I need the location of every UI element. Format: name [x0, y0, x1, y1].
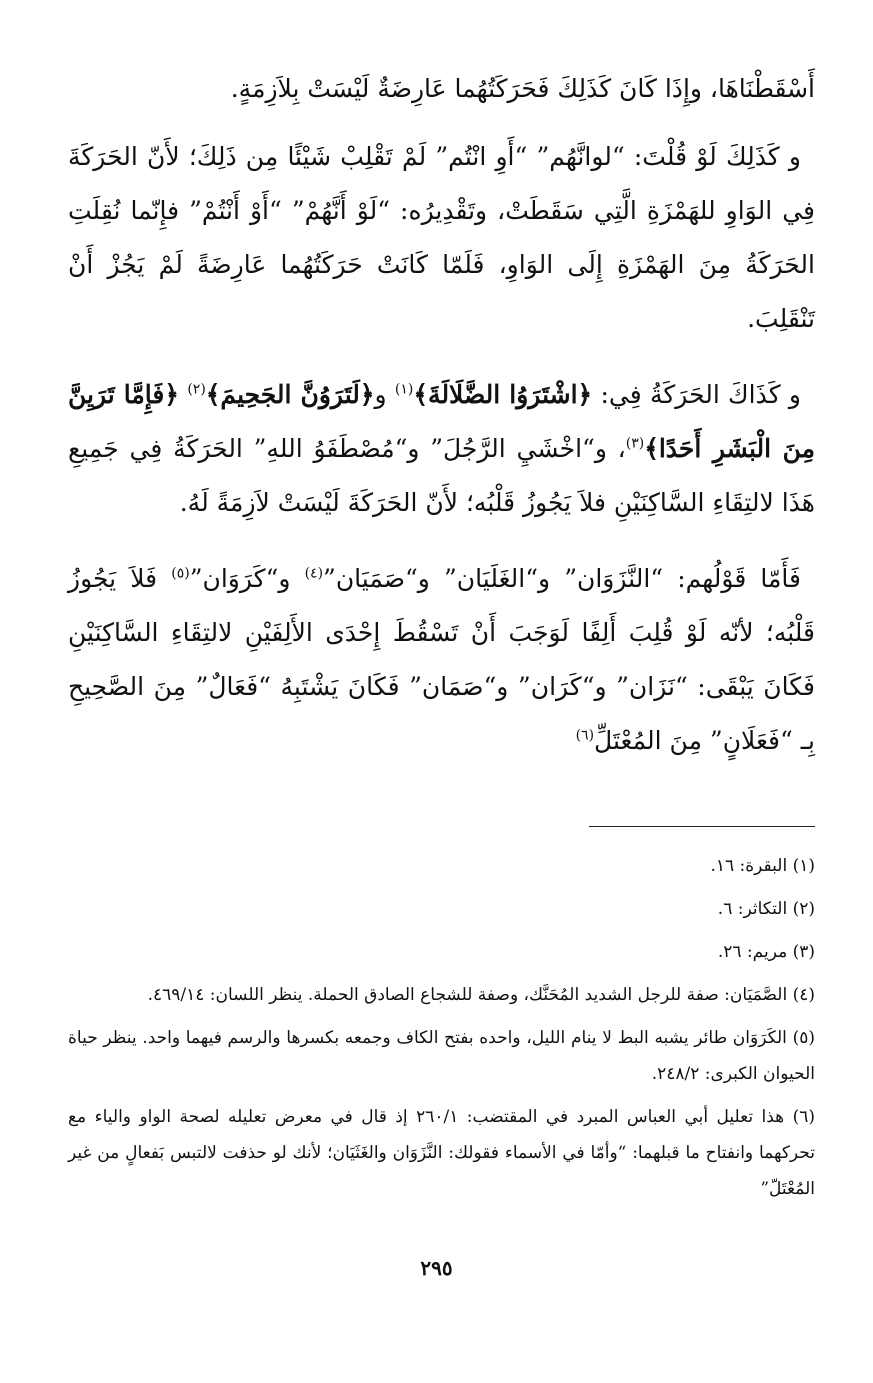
footnote-separator	[589, 826, 815, 827]
footnote-marker: (٢)	[187, 381, 206, 398]
paragraph	[68, 552, 815, 768]
footnote-marker: (٦)	[575, 727, 595, 744]
text-run: و	[374, 380, 395, 409]
paragraph	[68, 368, 815, 530]
footnote: (٢) التكاثر: ٦.	[717, 899, 815, 919]
text-run: أَسْقَطْنَاهَا، وإِذَا كَانَ كَذَلِكَ فَحَرَكَتُهُما عَارِضَةٌ لَيْسَتْ بِلاَزِمَةٍ.	[230, 74, 815, 103]
paragraph	[68, 62, 815, 116]
text-run: فَأَمّا قَوْلُهم: “النَّزَوَان” و“الغَلَيَان” و“صَمَيَان”	[323, 564, 801, 593]
page-number: ٢٩٥	[420, 1256, 453, 1280]
footnote: (٣) مريم: ٢٦.	[717, 942, 815, 962]
footnote: (١) البقرة: ١٦.	[710, 856, 815, 876]
footnote-marker: (٤)	[304, 565, 324, 582]
text-run: فَلاَ يَجُوزُ قَلْبُه؛ لأنّه لَوْ قُلِبَ أَلِفًا لَوَجَبَ أَنْ تَسْقُطَ إِحْدَى الأَلِفَيْنِ لالتِقَاءِ السَّاكِنَيْنِ فَكَانَ يَبْقَى: “نَزَان” و“كَرَان” و“صَمَان” فَكَانَ يَشْتَبِهُ “فَعَالٌ” مِنَ الصَّحِيحِ بِـ “فَعَلَانٍ” مِنَ المُعْتَلِّ	[68, 564, 815, 755]
text-run: و“كَرَوَان”	[189, 564, 305, 593]
footnote-marker: (٣)	[625, 435, 645, 452]
footnote: (٤) الصَّمَيَان: صفة للرجل الشديد المُحَنَّك، وصفة للشجاع الصادق الحملة. ينظر اللسان: ٤٦٩/١٤.	[147, 985, 815, 1005]
paragraph	[68, 130, 815, 346]
footnote-marker: (٥)	[171, 565, 190, 582]
book-page	[68, 62, 815, 1383]
text-run: و كَذَاكَ الحَرَكَةُ فِي:	[592, 380, 801, 409]
quran-verse: ﴿لَتَرَوُنَّ الجَحِيمَ﴾	[205, 380, 375, 409]
footnote: (٦) هذا تعليل أبي العباس المبرد في المقتضب: ٢٦٠/١ إذ قال في معرض تعليله لصحة الواو والياء مع تحركهما وانفتاح ما قبلهما: “وأمّا في الأسماء فقولك: النَّزَوَان والغَثَيَان؛ لأنك لو حذفت لالتبس بَفعالٍ من غير المُعْتَلّ”	[68, 1107, 815, 1199]
footnote: (٥) الكَرَوَان طائر يشبه البط لا ينام الليل، واحده بفتح الكاف وجمعه بكسرها والرسم فيهما واحد. ينظر حياة الحيوان الكبرى: ٢٤٨/٢.	[68, 1028, 815, 1084]
footnotes	[68, 848, 815, 1214]
quran-verse: ﴿فَإِمَّا تَرَيِنَّ مِنَ الْبَشَرِ أَحَدًا﴾	[68, 380, 815, 463]
footnote-marker: (١)	[394, 381, 414, 398]
text-run: ، و“اخْشَيِ الرَّجُلَ” و“مُصْطَفَوُ اللهِ” الحَرَكَةُ فِي جَمِيعِ هَذَا لالتِقَاءِ السَّاكِنَيْنِ فلاَ يَجُوزُ قَلْبُه؛ لأَنّ الحَرَكَةَ لَيْسَتْ لاَزِمَةً لَهُ.	[68, 434, 815, 517]
text-run: و كَذَلِكَ لَوْ قُلْتَ: “لوانَّهُم” “أَوِ انْتُم” لَمْ تَقْلِبْ شَيْئًا مِن ذَلِكَ؛ لأَنّ الحَرَكَةَ فِي الوَاوِ للهَمْزَةِ الَّتِي سَقَطَتْ، وتَقْدِيرُه: “لَوْ أَنَّهُمْ” “أَوْ أَنْتُمْ” فإِنّما نُقِلَتِ الحَرَكَةُ مِنَ الهَمْزَةِ إِلَى الوَاوِ، فَلَمّا كَانَتْ حَرَكَتُهُما عَارِضَةً لَمْ يَجُزْ أَنْ تَنْقَلِبَ.	[68, 142, 815, 333]
main-text	[68, 62, 815, 768]
quran-verse: ﴿اشْتَرَوُا الضَّلَالَةَ﴾	[413, 380, 593, 409]
